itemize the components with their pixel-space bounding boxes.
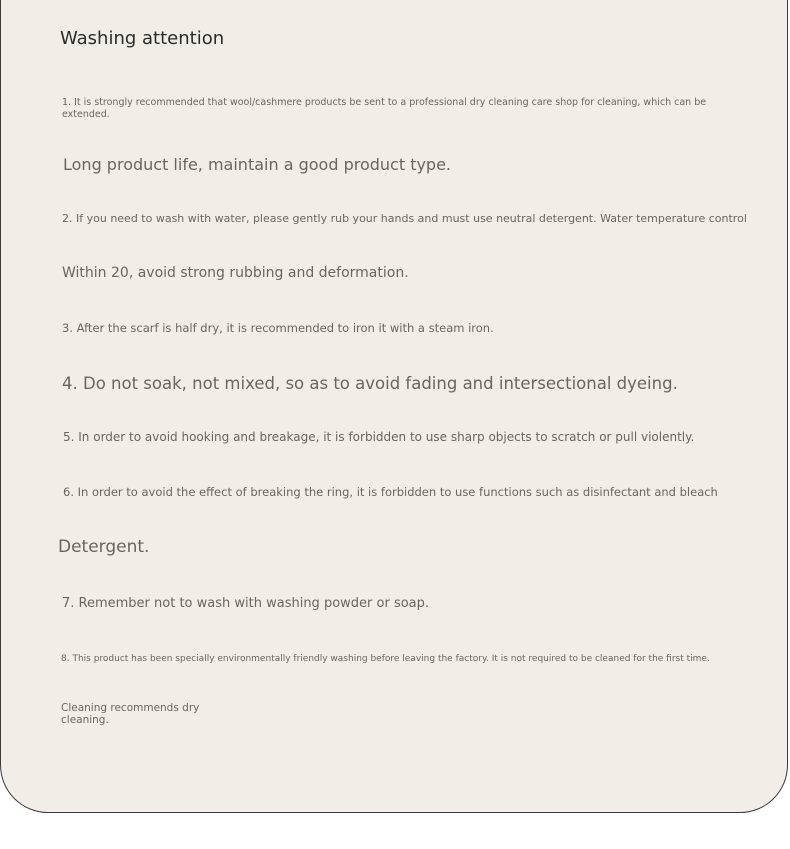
instruction-1: 1. It is strongly recommended that wool/cashmere products be sent to a professional dry cleaning care shop for cleaning, which can be extended. [62, 97, 707, 120]
instruction-7: 7. Remember not to wash with washing powder or soap. [62, 596, 430, 611]
instruction-6-continued: Detergent. [58, 537, 150, 557]
instruction-3: 3. After the scarf is half dry, it is recommended to iron it with a steam iron. [62, 321, 494, 335]
instruction-8: 8. This product has been specially environmentally friendly washing before leaving the factory. It is not required to be cleaned for the first time. [61, 654, 710, 664]
page-title: Washing attention [60, 28, 225, 49]
instruction-6: 6. In order to avoid the effect of breaking the ring, it is forbidden to use functions such as disinfectant and bleach [63, 485, 718, 499]
instruction-8-continued: Cleaning recommends dry cleaning. [61, 702, 200, 726]
instruction-4: 4. Do not soak, not mixed, so as to avoid fading and intersectional dyeing. [62, 374, 678, 393]
instruction-2-continued: Within 20, avoid strong rubbing and deformation. [62, 265, 409, 281]
instruction-5: 5. In order to avoid hooking and breakage, it is forbidden to use sharp objects to scratch or pull violently. [63, 430, 695, 444]
instruction-2: 2. If you need to wash with water, please gently rub your hands and must use neutral detergent. Water temperature control [62, 212, 747, 225]
instruction-1-continued: Long product life, maintain a good product type. [63, 155, 452, 174]
